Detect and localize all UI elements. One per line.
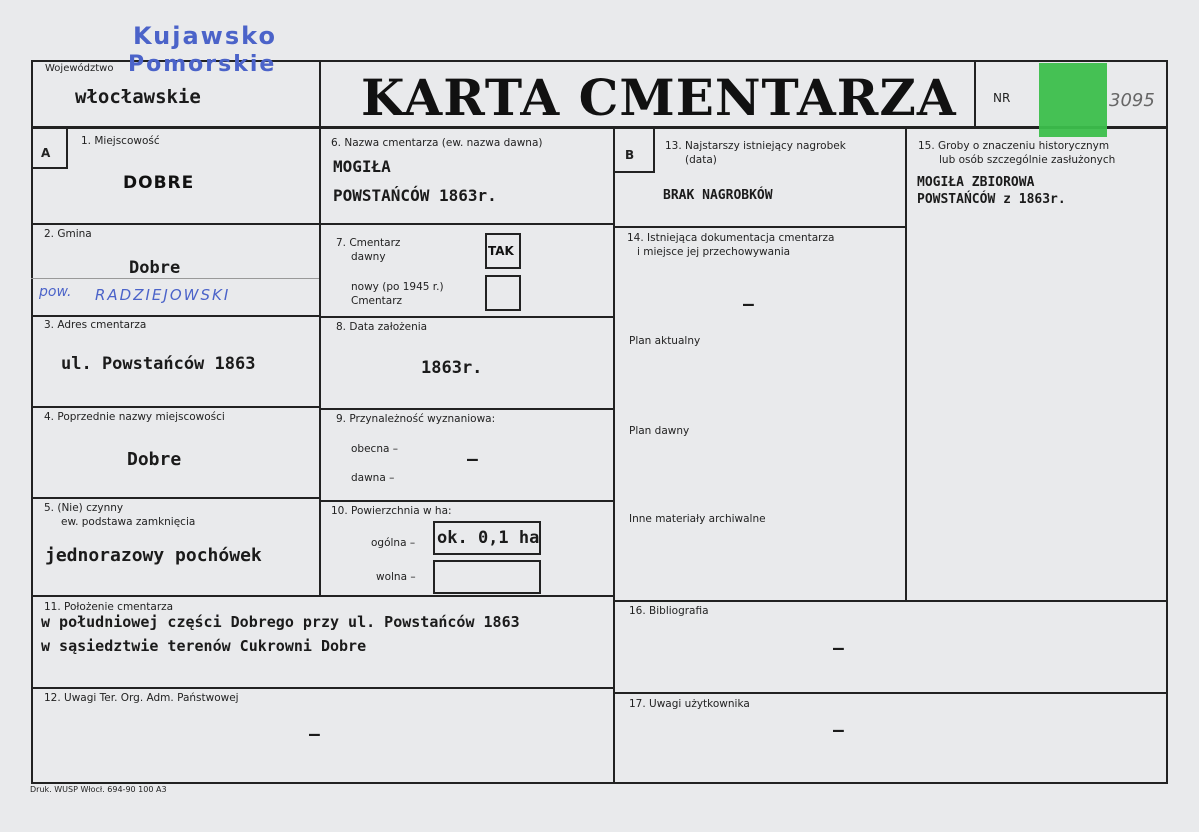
f14-value: –	[743, 294, 754, 315]
green-marker	[1039, 63, 1107, 137]
f7-dawny-value: TAK	[488, 244, 514, 258]
f6-value-2: POWSTAŃCÓW 1863r.	[333, 186, 497, 205]
f5-label-2: ew. podstawa zamknięcia	[61, 516, 196, 528]
f15-label-1: 15. Groby o znaczeniu historycznym	[918, 140, 1110, 152]
section-b-box	[615, 129, 655, 173]
f13-label-2: (data)	[685, 154, 717, 166]
inne-materialy: Inne materiały archiwalne	[629, 513, 766, 525]
f16-label: 16. Bibliografia	[629, 605, 709, 617]
section-a-label: A	[41, 146, 51, 160]
wojewodztwo-value: włocławskie	[75, 86, 201, 108]
f13-label-1: 13. Najstarszy istniejący nagrobek	[665, 140, 846, 152]
f13-value: BRAK NAGROBKÓW	[663, 188, 773, 203]
f6-value-1: MOGIŁA	[333, 157, 391, 176]
f10-label: 10. Powierzchnia w ha:	[331, 505, 452, 517]
f2-pow-value: RADZIEJOWSKI	[95, 286, 231, 304]
nr-label: NR	[993, 91, 1011, 105]
f9-value: –	[467, 449, 478, 470]
f9-obecna: obecna –	[351, 443, 398, 455]
f3-label: 3. Adres cmentarza	[44, 319, 147, 331]
f6-label: 6. Nazwa cmentarza (ew. nazwa dawna)	[331, 137, 543, 149]
form-grid	[31, 60, 1168, 784]
f5-value: jednorazowy pochówek	[45, 545, 262, 566]
f4-value: Dobre	[127, 449, 182, 470]
f15-value-2: POWSTAŃCÓW z 1863r.	[917, 192, 1066, 207]
f1-value: DOBRE	[123, 173, 195, 193]
f11-value-2: w sąsiedztwie terenów Cukrowni Dobre	[41, 637, 367, 655]
nr-number: 3095	[1109, 90, 1155, 111]
f10-ogolna: ogólna –	[371, 537, 416, 549]
f2-pow-prefix: pow.	[39, 284, 72, 300]
f7-label-4: Cmentarz	[351, 295, 403, 307]
plan-aktualny: Plan aktualny	[629, 335, 701, 347]
f9-dawna: dawna –	[351, 472, 395, 484]
f3-value: ul. Powstańców 1863	[61, 354, 256, 374]
f1-label: 1. Miejscowość	[81, 135, 160, 147]
print-footer: Druk. WUSP Włocł. 694-90 100 A3	[30, 785, 167, 794]
f10-wolna-box	[433, 560, 541, 594]
f14-label-2: i miejsce jej przechowywania	[637, 246, 791, 258]
section-b-label: B	[625, 148, 635, 162]
f11-label: 11. Położenie cmentarza	[44, 601, 174, 613]
f7-label-2: dawny	[351, 251, 386, 263]
f12-label: 12. Uwagi Ter. Org. Adm. Państwowej	[44, 692, 239, 704]
f12-value: –	[309, 724, 320, 745]
f5-label-1: 5. (Nie) czynny	[44, 502, 124, 514]
f16-value: –	[833, 638, 844, 659]
f4-label: 4. Poprzednie nazwy miejscowości	[44, 411, 225, 423]
card-title: KARTA CMENTARZA	[361, 68, 957, 127]
f7-nowy-box	[485, 275, 521, 311]
plan-dawny: Plan dawny	[629, 425, 690, 437]
f15-label-2: lub osób szczególnie zasłużonych	[939, 154, 1116, 166]
f2-value: Dobre	[129, 258, 181, 278]
f17-label: 17. Uwagi użytkownika	[629, 698, 750, 710]
f11-value-1: w południowej części Dobrego przy ul. Powstańców 1863	[41, 613, 520, 631]
f15-value-1: MOGIŁA ZBIOROWA	[917, 175, 1035, 190]
f10-ogolna-value: ok. 0,1 ha	[437, 528, 540, 548]
f7-label-1: 7. Cmentarz	[336, 237, 401, 249]
f7-label-3: nowy (po 1945 r.)	[351, 281, 444, 293]
stamp-line-1: Kujawsko	[133, 22, 277, 50]
f2-label: 2. Gmina	[44, 228, 92, 240]
f17-value: –	[833, 720, 844, 741]
wojewodztwo-label: Województwo	[45, 63, 114, 74]
f8-label: 8. Data założenia	[336, 321, 428, 333]
stamp-line-2: Pomorskie	[128, 52, 277, 77]
f10-wolna: wolna –	[376, 571, 416, 583]
f14-label-1: 14. Istniejąca dokumentacja cmentarza	[627, 232, 835, 244]
f9-label: 9. Przynależność wyznaniowa:	[336, 413, 496, 425]
f8-value: 1863r.	[421, 358, 483, 378]
